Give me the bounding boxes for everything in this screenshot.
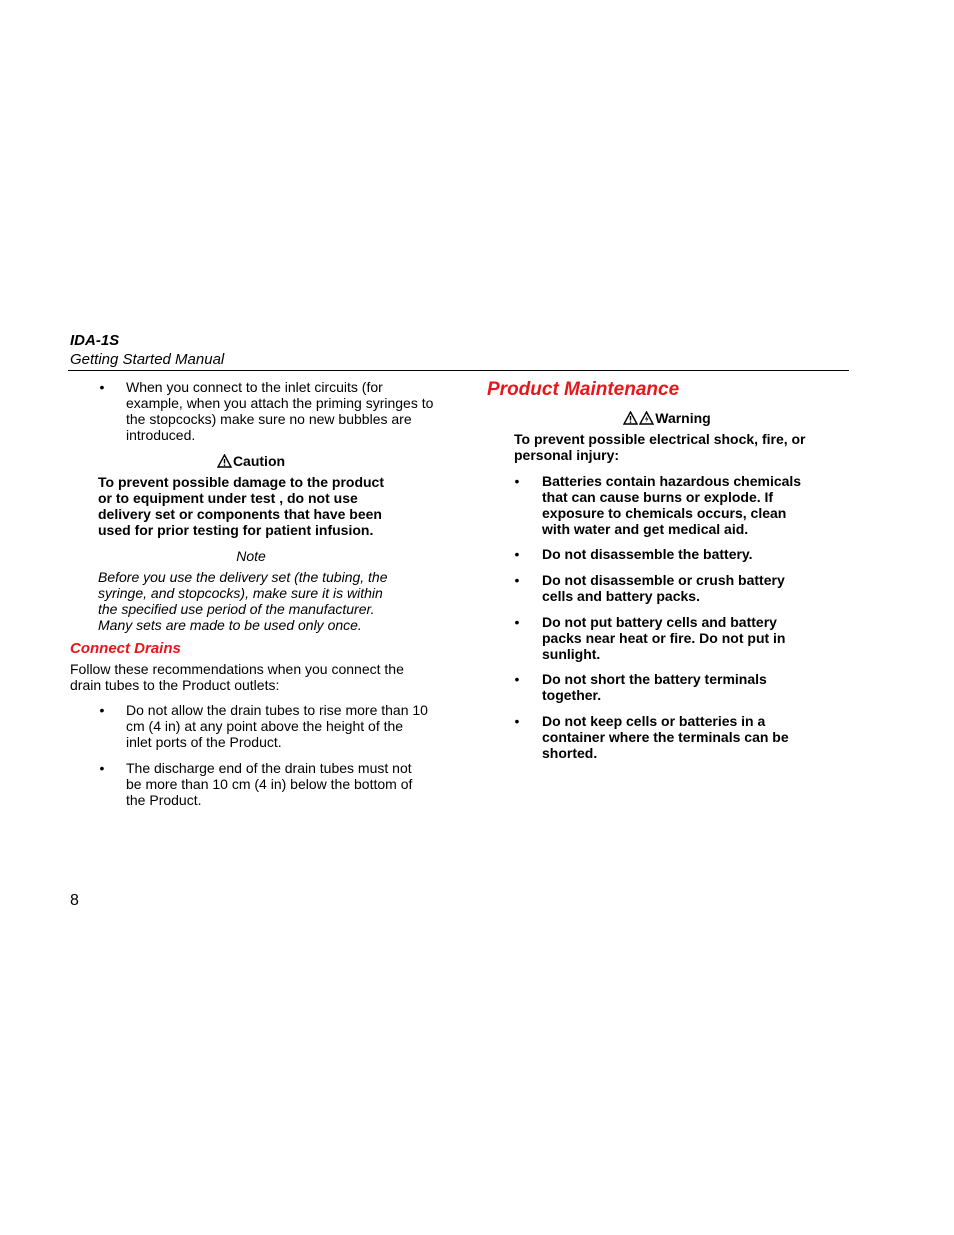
inlet-bullet-text: When you connect to the inlet circuits (for example, when you attach the priming syringes to the stopcocks) make sure no new bubbles are introduced. [126, 379, 434, 443]
product-maintenance-heading: Product Maintenance [487, 379, 680, 400]
warning-heading [514, 410, 820, 428]
bullet-marker: • [514, 572, 520, 588]
bullet-marker: • [514, 546, 520, 562]
bullet-marker: • [99, 702, 105, 718]
list-item: The discharge end of the drain tubes must not be more than 10 cm (4 in) below the bottom of the Product. [126, 760, 413, 808]
list-item: Do not keep cells or batteries in a container where the terminals can be shorted. [542, 713, 789, 761]
bullet-marker: • [514, 713, 520, 729]
bullet-marker: • [514, 473, 520, 489]
caution-text: To prevent possible damage to the product or to equipment under test , do not use delivery set or components that have been used for prior testing for patient infusion. [98, 474, 384, 538]
warning-intro: To prevent possible electrical shock, fire, or personal injury: [514, 431, 806, 463]
warning-label: Warning [655, 410, 711, 426]
note-text: Before you use the delivery set (the tubing, the syringe, and stopcocks), make sure it is within the specified use period of the manufacturer. Many sets are made to be used only once. [98, 569, 388, 633]
page-number: 8 [70, 892, 79, 909]
bullet-marker: • [99, 760, 105, 776]
connect-drains-heading: Connect Drains [70, 640, 181, 657]
list-item: Do not disassemble or crush battery cells and battery packs. [542, 572, 785, 604]
header-rule [68, 370, 849, 371]
note-label: Note [236, 548, 266, 564]
list-item: Do not put battery cells and battery packs near heat or fire. Do not put in sunlight. [542, 614, 786, 662]
list-item: Batteries contain hazardous chemicals that can cause burns or explode. If exposure to chemicals occurs, clean with water and get medical aid. [542, 473, 802, 537]
connect-drains-intro: Follow these recommendations when you connect the drain tubes to the Product outlets: [70, 661, 404, 693]
shock-hazard-icon [639, 411, 654, 428]
manual-product-name: IDA-1S [70, 332, 120, 349]
caution-heading [98, 453, 404, 471]
bullet-marker: • [514, 671, 520, 687]
warning-triangle-icon [217, 454, 232, 471]
list-item: Do not disassemble the battery. [542, 546, 753, 562]
caution-label: Caution [232, 453, 286, 469]
bullet-marker: • [99, 379, 105, 395]
bullet-marker: • [514, 614, 520, 630]
warning-triangle-icon [623, 411, 638, 428]
list-item: Do not allow the drain tubes to rise more than 10 cm (4 in) at any point above the height of the inlet ports of the Product. [126, 702, 428, 750]
manual-title: Getting Started Manual [70, 351, 225, 368]
list-item: Do not short the battery terminals together. [542, 671, 767, 703]
